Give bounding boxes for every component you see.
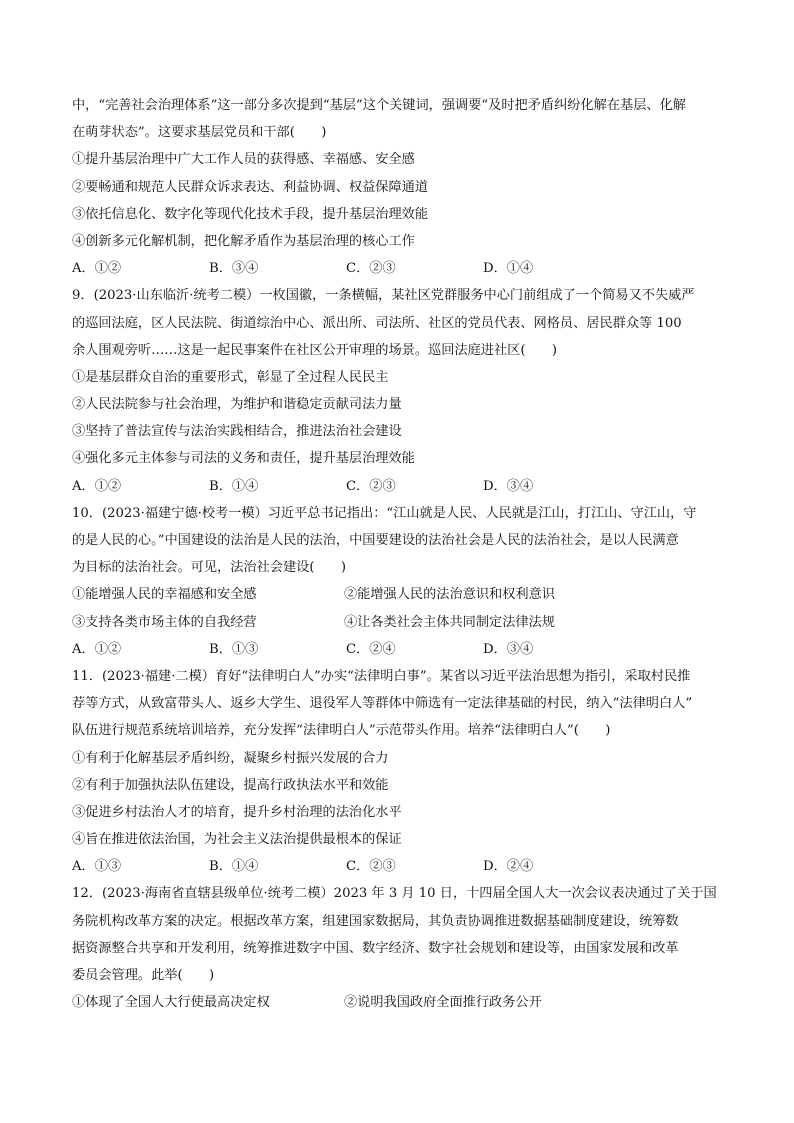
option-line: ①是基层群众自治的重要形式，彰显了全过程人民民主 <box>72 369 389 385</box>
choice-c: C．②③ <box>346 478 396 494</box>
question-text-line: 余人围观旁听……这是一起民事案件在社区公开审理的场景。巡回法庭进社区( ) <box>72 342 558 358</box>
option-1: ①体现了全国人大行使最高决定权 <box>72 995 270 1011</box>
option-line: ③促进乡村法治人才的培育，提升乡村治理的法治化水平 <box>72 804 402 820</box>
question-8-continued <box>72 92 726 282</box>
option-line: ④创新多元化解机制，把化解矛盾作为基层治理的核心工作 <box>72 233 415 249</box>
choice-b: B．①③ <box>209 641 259 657</box>
question-11 <box>72 663 726 881</box>
option-row <box>72 581 726 608</box>
question-10 <box>72 500 726 663</box>
option-line: ③坚持了普法宣传与法治实践相结合，推进法治社会建设 <box>72 424 402 440</box>
option-line: ③依托信息化、数字化等现代化技术手段，提升基层治理效能 <box>72 206 429 222</box>
choice-b: B．①④ <box>209 478 259 494</box>
question-text-line: 的巡回法庭，区人民法院、街道综治中心、派出所、司法所、社区的党员代表、网格员、居民群众等 100 <box>72 315 682 331</box>
option-line: ②要畅通和规范人民群众诉求表达、利益协调、权益保障通道 <box>72 179 429 195</box>
question-text-line: 9．(2023·山东临沂·统考二模）一枚国徽，一条横幅，某社区党群服务中心门前组成了一个简易又不失威严 <box>72 288 695 304</box>
option-row <box>72 989 726 1016</box>
option-line: ②人民法院参与社会治理，为维护和谐稳定贡献司法力量 <box>72 397 402 413</box>
answer-choices <box>72 636 726 663</box>
question-12 <box>72 880 726 1016</box>
option-line: ④强化多元主体参与司法的义务和责任，提升基层治理效能 <box>72 451 415 467</box>
choice-a: A．①② <box>72 261 122 277</box>
option-1: ①能增强人民的幸福感和安全感 <box>72 587 257 603</box>
answer-choices <box>72 255 726 282</box>
option-3: ③支持各类市场主体的自我经营 <box>72 614 257 630</box>
question-text-line: 中，“完善社会治理体系”这一部分多次提到“基层”这个关键词，强调要“及时把矛盾纠纷化解在基层、化解 <box>72 98 686 113</box>
answer-choices <box>72 473 726 500</box>
question-text-line: 为目标的法治社会。可见，法治社会建设( ) <box>72 560 347 576</box>
question-text-line: 委员会管理。此举( ) <box>72 968 215 983</box>
choice-d: D．②④ <box>483 859 534 875</box>
option-2: ②说明我国政府全面推行政务公开 <box>344 995 542 1011</box>
choice-b: B．①④ <box>209 859 259 875</box>
question-text-line: 的是人民的心。”中国建设的法治是人民的法治，中国要建设的法治社会是人民的法治社会，是以人民满意 <box>72 533 679 548</box>
question-text-line: 队伍进行规范系统培训培养，充分发挥“法律明白人”示范带头作用。培养“法律明白人”( ) <box>72 723 611 739</box>
choice-d: D．①④ <box>483 261 534 277</box>
choice-a: A．①② <box>72 641 122 657</box>
option-2: ②能增强人民的法治意识和权利意识 <box>344 587 555 603</box>
option-line: ④旨在推进依法治国，为社会主义法治提供最根本的保证 <box>72 832 402 848</box>
question-text-line: 据资源整合共享和开发利用，统筹推进数字中国、数字经济、数字社会规划和建设等，由国家发展和改革 <box>72 940 679 956</box>
option-row <box>72 609 726 636</box>
question-text-line: 11．(2023·福建·二模）育好“法律明白人”办实“法律明白事”。某省以习近平法治思想为指引，采取村民推 <box>72 668 691 684</box>
choice-d: D．③④ <box>483 478 534 494</box>
question-text-line: 务院机构改革方案的决定。根据改革方案，组建国家数据局，其负责协调推进数据基础制度建设，统筹数 <box>72 913 679 929</box>
question-text-line: 10．(2023·福建宁德·校考一模）习近平总书记指出：“江山就是人民、人民就是江山，打江山、守江山，守 <box>72 505 697 521</box>
question-list <box>72 92 726 1016</box>
choice-b: B．③④ <box>209 261 259 277</box>
choice-c: C．②④ <box>346 641 396 657</box>
choice-c: C．②③ <box>346 859 396 875</box>
question-text-line: 12．(2023·海南省直辖县级单位·统考二模）2023 年 3 月 10 日，十四届全国人大一次会议表决通过了关于国 <box>72 886 717 902</box>
option-line: ②有利于加强执法队伍建设，提高行政执法水平和效能 <box>72 777 389 793</box>
choice-a: A．①② <box>72 478 122 494</box>
option-line: ①有利于化解基层矛盾纠纷，凝聚乡村振兴发展的合力 <box>72 750 389 766</box>
option-line: ①提升基层治理中广大工作人员的获得感、幸福感、安全感 <box>72 152 415 168</box>
question-9 <box>72 282 726 500</box>
answer-choices <box>72 853 726 880</box>
choice-c: C．②③ <box>346 261 396 277</box>
option-4: ④让各类社会主体共同制定法律法规 <box>344 614 555 630</box>
question-text-line: 在萌芽状态”。这要求基层党员和干部( ) <box>72 125 327 141</box>
choice-d: D．③④ <box>483 641 534 657</box>
choice-a: A．①③ <box>72 859 122 875</box>
question-text-line: 荐等方式，从致富带头人、返乡大学生、退役军人等群体中筛选有一定法律基础的村民，纳入“法律明白人” <box>72 696 693 712</box>
